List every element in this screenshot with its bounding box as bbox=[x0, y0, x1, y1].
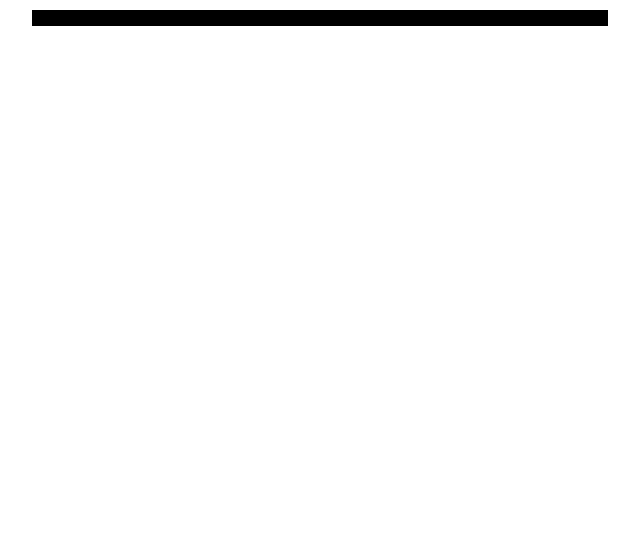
schedule-title bbox=[32, 10, 608, 26]
